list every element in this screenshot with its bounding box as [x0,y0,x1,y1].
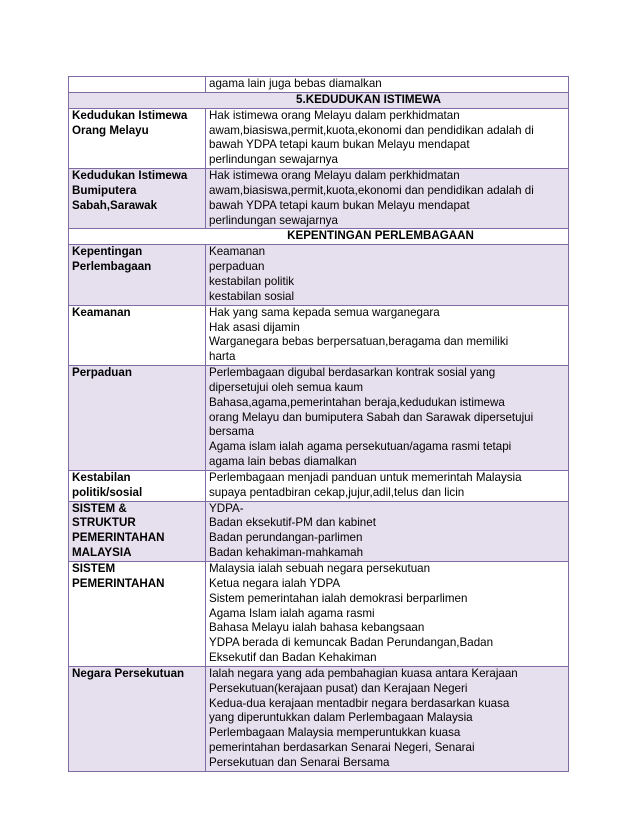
content-line: awam,biasiswa,permit,kuota,ekonomi dan pendidikan adalah di [209,183,534,197]
row-content [206,108,569,168]
label-line: Bumiputera [72,183,137,197]
notes-table [68,76,569,772]
section-heading [69,229,569,245]
content-line: Bahasa,agama,pemerintahan beraja,kedudukan istimewa [209,395,505,409]
content-line: kestabilan politik [209,274,295,288]
content-line: Persekutuan(kerajaan pusat) dan Kerajaan Negeri [209,681,468,695]
content-line: perlindungan sewajarnya [209,153,338,167]
row-label [69,245,206,305]
label-line: SISTEM [72,562,116,575]
content-line: bawah YDPA tetapi kaum bukan Melayu mendapat [209,198,470,212]
content-line: Kedua-dua kerajaan mentadbir negara berdasarkan kuasa [209,696,510,710]
row-label [69,666,206,771]
content-line: Badan eksekutif-PM dan kabinet [209,516,376,530]
content-line: Perlembagaan digubal berdasarkan kontrak sosial yang [209,366,496,380]
content-line: awam,biasiswa,permit,kuota,ekonomi dan pendidikan adalah di [209,123,534,137]
row-label [69,305,206,365]
label-line: Sabah,Sarawak [72,198,158,212]
label-line: Kedudukan Istimewa [72,108,188,122]
table-row [69,562,569,667]
table-row [69,169,569,229]
content-line: Hak asasi dijamin [209,320,300,334]
table-row [69,77,569,93]
content-line: supaya pentadbiran cekap,jujur,adil,telus dan licin [209,485,465,499]
content-line: Hak istimewa orang Melayu dalam perkhidmatan [209,169,460,183]
table-row [69,501,569,561]
row-label [69,77,206,93]
row-content [206,366,569,471]
content-line: agama lain juga bebas diamalkan [209,77,382,90]
label-line: politik/sosial [72,485,143,499]
label-line: Kepentingan [72,245,143,259]
label-line: PEMERINTAHAN [72,531,165,545]
row-label [69,366,206,471]
content-line: YDPA- [209,501,244,515]
label-line: Perlembagaan [72,260,152,274]
table-row [69,366,569,471]
table-row [69,92,569,108]
content-line: Hak yang sama kepada semua warganegara [209,305,440,319]
label-line: SISTEM & [72,501,127,515]
row-content [206,666,569,771]
table-row [69,305,569,365]
row-content [206,305,569,365]
content-line: Badan kehakiman-mahkamah [209,546,364,560]
row-content [206,470,569,501]
row-content [206,562,569,667]
content-line: Badan perundangan-parlimen [209,531,363,545]
content-line: Hak istimewa orang Melayu dalam perkhidmatan [209,108,460,122]
content-line: harta [209,350,236,364]
table-row [69,108,569,168]
content-line: Persekutuan dan Senarai Bersama [209,755,390,769]
section-heading-text: 5.KEDUDUKAN ISTIMEWA [296,92,441,106]
content-line: Eksekutif dan Badan Kehakiman [209,651,377,665]
content-line: perlindungan sewajarnya [209,213,338,227]
row-label [69,169,206,229]
content-line: bersama [209,425,255,439]
content-line: kestabilan sosial [209,289,295,303]
table-row [69,666,569,771]
table-row [69,470,569,501]
label-line: Kestabilan [72,470,131,484]
row-label [69,108,206,168]
label-line: PEMERINTAHAN [72,576,165,590]
section-heading-text: KEPENTINGAN PERLEMBAGAAN [287,229,474,243]
label-line: STRUKTUR [72,516,136,530]
content-line: agama lain bebas diamalkan [209,455,357,469]
label-line: Negara Persekutuan [72,666,185,680]
content-line: perpaduan [209,260,265,274]
content-line: pemerintahan berdasarkan Senarai Negeri, Senarai [209,741,475,755]
label-line: Orang Melayu [72,123,149,137]
content-line: Perlembagaan Malaysia memperuntukkan kuasa [209,726,461,740]
label-line: Keamanan [72,305,131,319]
content-line: orang Melayu dan bumiputera Sabah dan Sarawak dipersetujui [209,410,534,424]
row-content [206,169,569,229]
label-line: Kedudukan Istimewa [72,169,188,183]
table-row [69,245,569,305]
content-line: Keamanan [209,245,266,259]
content-line: Agama Islam ialah agama rasmi [209,606,375,620]
row-content [206,245,569,305]
content-line: Bahasa Melayu ialah bahasa kebangsaan [209,621,425,635]
row-label [69,501,206,561]
content-line: bawah YDPA tetapi kaum bukan Melayu mendapat [209,138,470,152]
content-line: dipersetujui oleh semua kaum [209,380,364,394]
content-line: Malaysia ialah sebuah negara persekutuan [209,562,431,575]
content-line: YDPA berada di kemuncak Badan Perundangan,Badan [209,636,494,650]
content-line: Warganegara bebas berpersatuan,beragama dan memiliki [209,335,509,349]
row-content [206,77,569,93]
row-label [69,470,206,501]
table-row [69,229,569,245]
content-line: Sistem pemerintahan ialah demokrasi berparlimen [209,591,468,605]
content-line: Ketua negara ialah YDPA [209,576,341,590]
label-line: Perpaduan [72,366,132,380]
content-line: Agama islam ialah agama persekutuan/agama rasmi tetapi [209,440,512,454]
row-content [206,501,569,561]
section-heading [69,92,569,108]
label-line: MALAYSIA [72,546,132,560]
row-label [69,562,206,667]
content-line: Ialah negara yang ada pembahagian kuasa antara Kerajaan [209,666,518,680]
content-line: yang diperuntukkan dalam Perlembagaan Malaysia [209,711,473,725]
content-line: Perlembagaan menjadi panduan untuk memerintah Malaysia [209,470,522,484]
